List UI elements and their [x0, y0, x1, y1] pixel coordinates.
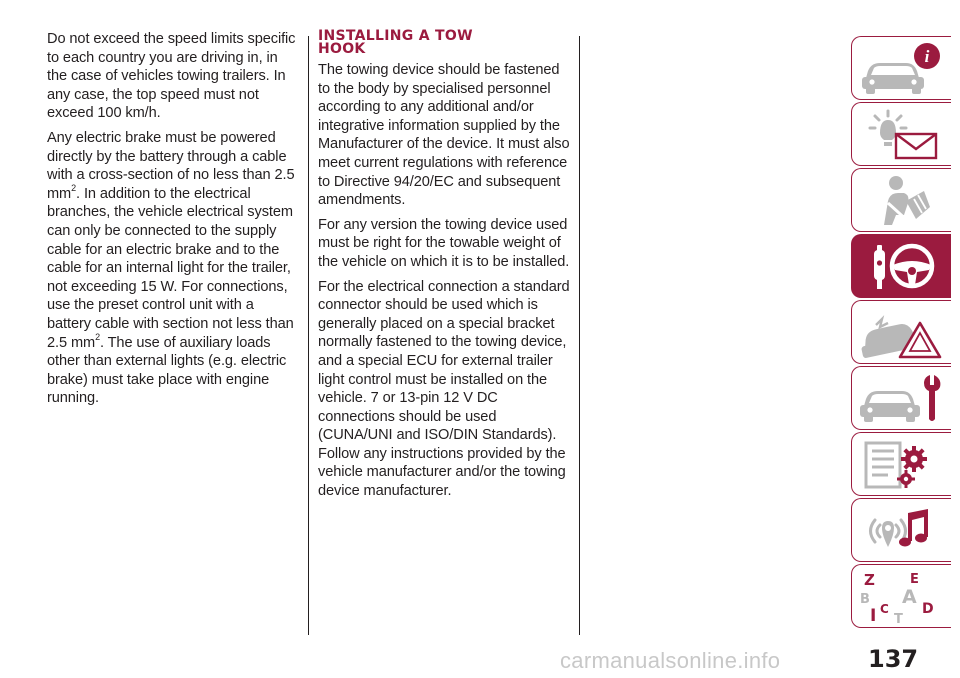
tab-starting-and-driving[interactable]	[851, 234, 951, 298]
multimedia-icon	[858, 503, 944, 557]
tow-device-paragraph: The towing device should be fastened to the body by specialised personnel according to any additional and/or integrative information supplied by the Manufacturer of the device. It must also meet current regulations with reference to Directive 94/20/EC and subsequent amendments.	[318, 62, 570, 209]
section-heading	[318, 30, 570, 56]
towable-weight-paragraph: For any version the towing device used must be right for the towable weight of the vehicle on which it is to be installed.	[318, 216, 570, 270]
column-divider	[579, 36, 580, 635]
car-maintenance-icon	[858, 371, 944, 425]
speed-limit-paragraph: Do not exceed the speed limits specific to each country you are driving in, in the case of vehicles towing trailers. In any case, the top speed must not exceed 100 km/h.	[47, 31, 296, 122]
electric-brake-paragraph	[47, 129, 299, 408]
heading-line-1: INSTALLING A TOW	[318, 28, 473, 44]
seat-safety-icon	[858, 173, 944, 227]
column-divider	[308, 36, 309, 635]
car-emergency-icon	[858, 305, 944, 359]
index-letter: Z	[864, 571, 875, 589]
left-column	[47, 30, 299, 414]
watermark: carmanualsonline.info	[560, 648, 781, 673]
tab-servicing-and-maintenance[interactable]	[851, 366, 951, 430]
index-letter: I	[870, 606, 877, 623]
index-letter: T	[894, 612, 903, 623]
car-info-icon	[858, 41, 944, 95]
warning-lights-icon	[858, 107, 944, 161]
index-letter: A	[902, 586, 917, 608]
heading-line-2: HOOK	[318, 41, 366, 57]
superscript-2: 2	[95, 331, 100, 342]
middle-column	[318, 30, 570, 507]
svg-text:i: i	[924, 47, 930, 66]
index-letter: E	[910, 572, 919, 587]
index-letter: C	[880, 602, 889, 616]
electrical-connection-paragraph: For the electrical connection a standard connector should be used which is generally placed on a special bracket normally fastened to the towing device, and a special ECU for external trailer light control must be installed on the vehicle. 7 or 13-pin 12 V DC connections should be used (CUNA/UNI and ISO/DIN Standards). Follow any instructions provided by the vehicle manufacturer and/or the towing device manufacturer.	[318, 278, 570, 500]
tab-getting-to-know-car[interactable]	[851, 36, 951, 100]
index-letter: D	[922, 601, 934, 617]
tab-safety[interactable]	[851, 168, 951, 232]
tab-technical-data[interactable]	[851, 432, 951, 496]
page-number: 137	[868, 645, 919, 673]
tab-in-an-emergency[interactable]	[851, 300, 951, 364]
tab-index[interactable]	[851, 564, 951, 628]
electric-brake-text-3: . The use of auxiliary loads other than external lights (e.g. electric brake) must take place with engine running.	[47, 334, 287, 407]
index-letter: B	[860, 592, 870, 607]
technical-data-icon	[858, 437, 944, 491]
electric-brake-text-1: Any electric brake must be powered directly by the battery through a cable with a cross-section of no less than 2.5 mm	[47, 129, 295, 202]
tab-multimedia[interactable]	[851, 498, 951, 562]
electric-brake-text-2: . In addition to the electrical branches, the vehicle electrical system can only be connected to the supply cable for an electric brake and to the cable for an internal light for the trailer, not exceeding 15 W. For connections, use the preset control unit with a battery cable with section not less than 2.5 mm	[47, 185, 294, 351]
alphabetical-index-icon	[858, 569, 944, 623]
steering-wheel-key-icon	[858, 239, 944, 293]
tab-instruments[interactable]	[851, 102, 951, 166]
superscript-2: 2	[71, 182, 77, 193]
